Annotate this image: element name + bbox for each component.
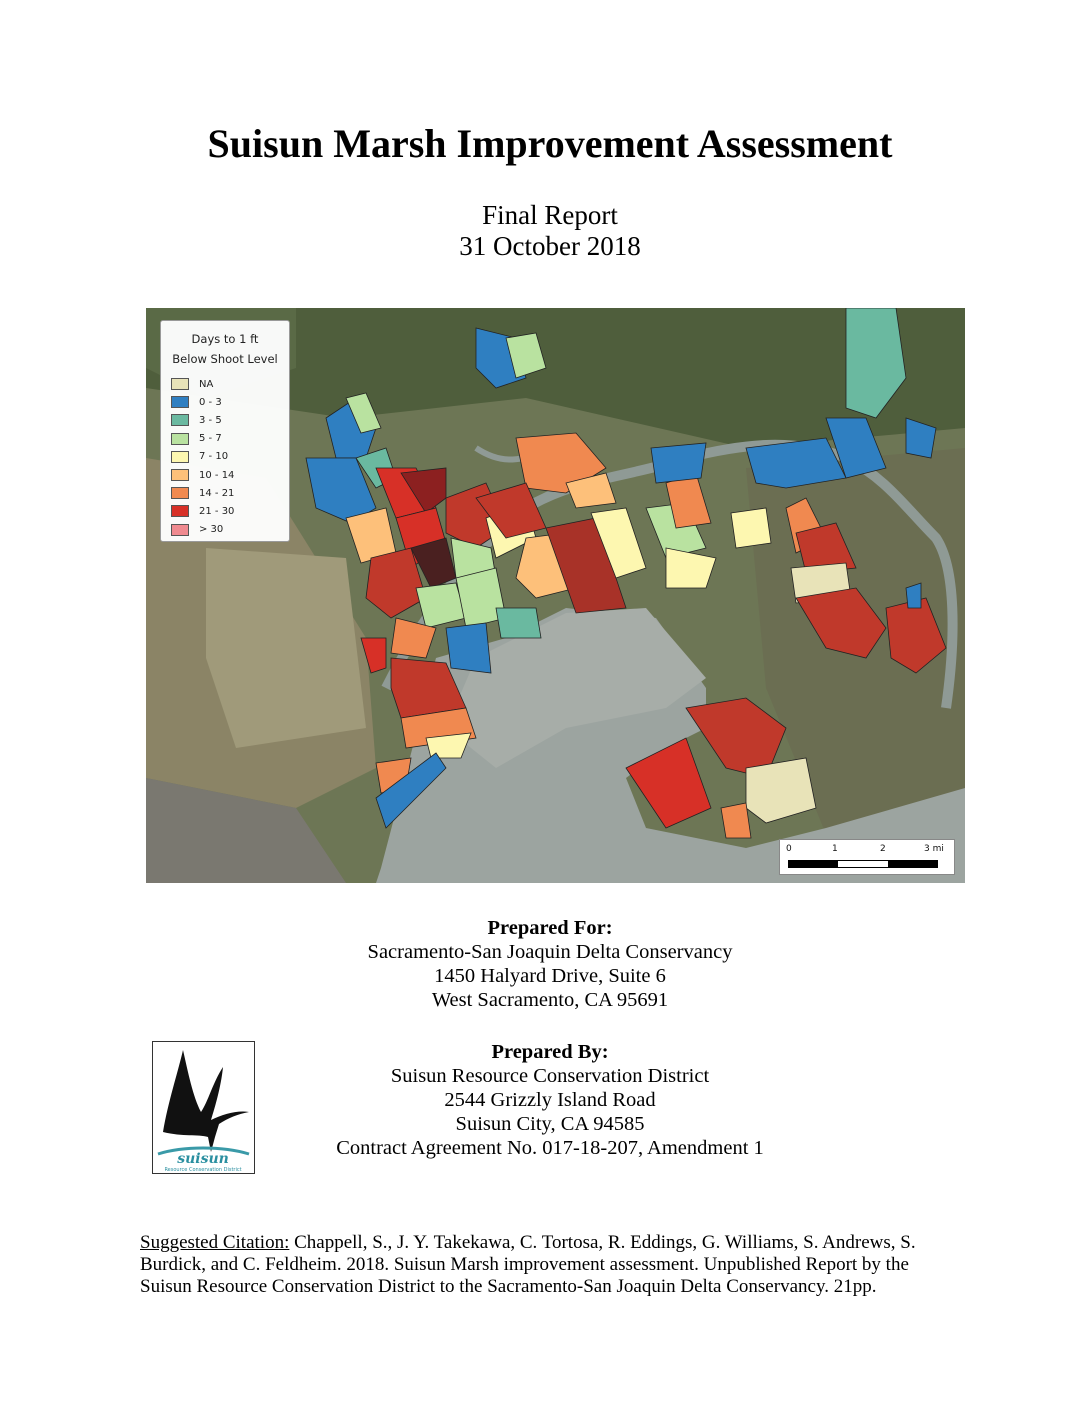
legend-item: [171, 502, 289, 520]
legend-item: [171, 393, 289, 411]
prepared-for-address: 1450 Halyard Drive, Suite 6: [434, 965, 666, 987]
legend-swatch: [171, 414, 189, 426]
report-date: 31 October 2018: [459, 231, 641, 261]
prepared-by-heading: Prepared By:: [491, 1041, 609, 1063]
scale-label: 2: [880, 844, 886, 854]
legend-label: 0 - 3: [199, 396, 222, 408]
prepared-for-org: Sacramento-San Joaquin Delta Conservancy: [367, 941, 733, 963]
prepared-by-city: Suisun City, CA 94585: [455, 1113, 645, 1135]
scale-segment: [838, 861, 887, 867]
legend-list: [171, 375, 289, 539]
legend-label: 7 - 10: [199, 451, 229, 463]
legend-title-line2: Below Shoot Level: [172, 352, 278, 366]
legend-swatch: [171, 469, 189, 481]
citation-text: Chappell, S., J. Y. Takekawa, C. Tortosa, R. Eddings, G. Williams, S. Andrews, S. Burdick, and C. Feldheim. 2018. Suisun Marsh improvement assessment. Unpublished Report by the Suisun Resource Conservation District to the Sacramento-San Joaquin Delta Conservancy. 21pp.: [140, 1232, 916, 1297]
legend-label: 10 - 14: [199, 469, 235, 481]
legend-swatch: [171, 433, 189, 445]
report-type: Final Report: [482, 200, 618, 230]
prepared-by-address: 2544 Grizzly Island Road: [444, 1089, 656, 1111]
legend-swatch: [171, 524, 189, 536]
contract-agreement: Contract Agreement No. 017-18-207, Amendment 1: [336, 1137, 764, 1159]
legend-item: [171, 430, 289, 448]
logo-wordmark: suisun: [177, 1151, 229, 1167]
scale-label: 3 mi: [924, 844, 944, 854]
legend-swatch: [171, 378, 189, 390]
legend-title-line1: Days to 1 ft: [191, 332, 259, 346]
scale-label: 1: [832, 844, 838, 854]
legend-swatch: [171, 505, 189, 517]
legend-swatch: [171, 451, 189, 463]
scale-label: 0: [786, 844, 792, 854]
citation-label: Suggested Citation:: [140, 1232, 290, 1253]
prepared-for-block: [0, 916, 1088, 1012]
map-legend: [160, 320, 290, 542]
legend-label: 3 - 5: [199, 414, 222, 426]
legend-title: [161, 329, 289, 369]
prepared-for-heading: Prepared For:: [487, 917, 613, 939]
legend-label: 14 - 21: [199, 487, 235, 499]
legend-item: [171, 466, 289, 484]
scale-bar: [779, 839, 955, 875]
legend-item: [171, 375, 289, 393]
marsh-map: [146, 308, 965, 883]
prepared-by-block: [0, 1040, 1088, 1160]
prepared-for-city: West Sacramento, CA 95691: [431, 989, 669, 1011]
legend-item: [171, 521, 289, 539]
document-subtitle: [0, 200, 1088, 262]
legend-label: 5 - 7: [199, 433, 222, 445]
legend-swatch: [171, 487, 189, 499]
legend-label: > 30: [199, 524, 224, 536]
scale-segment: [888, 861, 937, 867]
scale-segment: [789, 861, 838, 867]
scale-bar-graphic: [788, 860, 938, 868]
suggested-citation: [140, 1232, 960, 1298]
legend-label: 21 - 30: [199, 505, 235, 517]
legend-item: [171, 448, 289, 466]
prepared-by-org: Suisun Resource Conservation District: [390, 1065, 710, 1087]
legend-item: [171, 484, 289, 502]
document-title: Suisun Marsh Improvement Assessment: [207, 121, 893, 166]
logo-tagline: Resource Conservation District: [164, 1167, 242, 1173]
legend-swatch: [171, 396, 189, 408]
legend-item: [171, 411, 289, 429]
legend-label: NA: [199, 378, 214, 390]
